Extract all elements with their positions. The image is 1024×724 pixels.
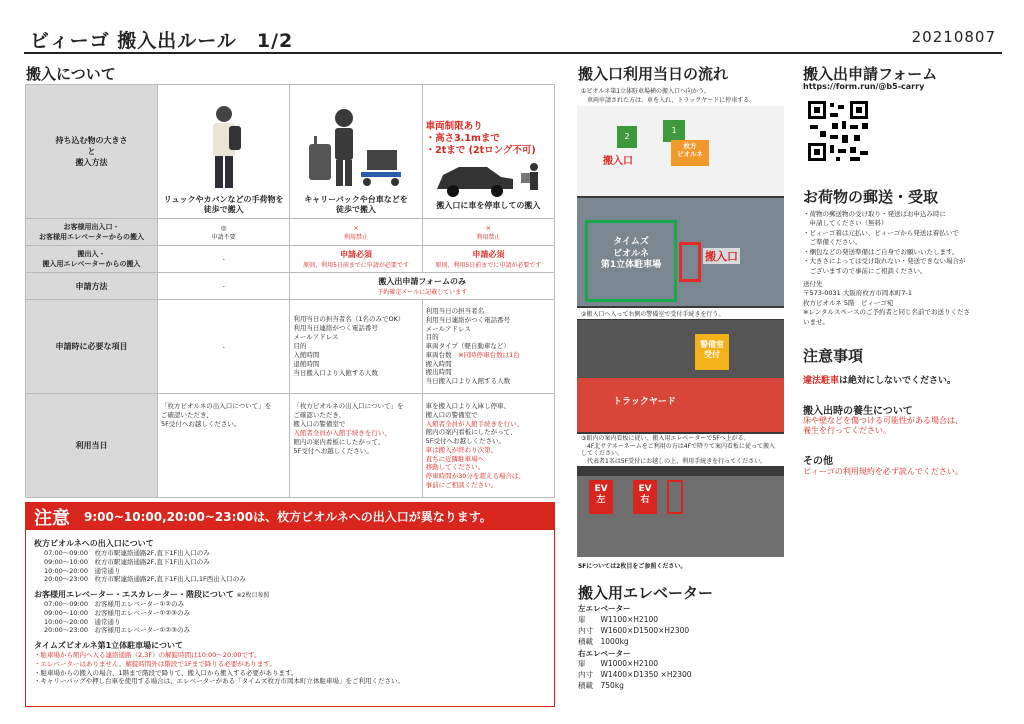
truck-yard-floor <box>577 378 784 432</box>
required-item: メールアドレス <box>425 324 471 333</box>
row-label-day-of-use: 利用当日 <box>26 394 158 498</box>
elevator-spec: 内寸 W1600×D1500×H2300 <box>578 625 690 635</box>
parking-caution <box>803 373 1003 386</box>
apply-form-note: 予約確定メールに記載しています <box>377 289 468 296</box>
required-col1: - <box>158 300 290 394</box>
other-text: ビィーゴの利用規約を必ず読んでください。 <box>803 467 963 476</box>
flow-panel <box>577 84 784 557</box>
step3-photo <box>577 320 784 432</box>
day-text-red: 入館者全員が入館手続きを行い、 <box>293 429 391 438</box>
loading-col2-title: 申請必須 <box>339 250 372 259</box>
entrance-label: 搬入口 <box>705 250 738 263</box>
required-item: 退館時間 <box>293 360 320 369</box>
notice-box <box>25 502 555 707</box>
guard-room-label: 警備室 受付 <box>695 334 729 370</box>
day-text: 搬入口の警備室で <box>425 410 478 419</box>
care-title: 搬入出時の養生について <box>803 406 913 417</box>
notice-line-red: ・駐車場から館内へ入る連絡通路（2,3F）の解錠時間は10:00～20:00です。 <box>34 651 261 660</box>
notice-line: 07:00～09:00 枚方市駅連絡通路2F,直下1F出入口のみ <box>44 549 210 557</box>
area-2: 2 <box>617 126 637 148</box>
day-text: 「枚方ビオルネの出入口について」を <box>161 402 272 410</box>
day-text: 車を搬入口より入庫し停車、 <box>425 402 511 410</box>
required-item: 利用当日連絡がつく電話番号 <box>293 323 378 332</box>
required-item: メールアドレス <box>293 332 339 341</box>
day-text: ご確認いただき、 <box>161 411 213 420</box>
row-label-required-items: 申請時に必要な項目 <box>26 300 158 394</box>
building-label: 枚方 ビオルネ <box>671 140 709 166</box>
notice-line: 20:00～23:00 お客様用エレベーター①②③のみ <box>44 626 190 635</box>
vehicle-limit <box>426 121 551 157</box>
right-elevator-title: 右エレベーター <box>578 648 631 658</box>
elevator-spec: 内寸 W1400×D1350 ×H2300 <box>578 670 692 680</box>
day-text-red: 車は搬入が終わり次第、 <box>425 445 498 454</box>
rules-table <box>25 84 555 498</box>
required-item: 目的 <box>425 333 439 342</box>
day-text-red: 移動してください。 <box>425 463 485 472</box>
required-item: 利用当日の担当者名 <box>425 307 485 316</box>
step1-text: ①ビオルネ第1立体駐車場横の搬入口へ向かう。 車両申請された方は、車を入れ、トラックヤードに停車する。 <box>577 84 784 106</box>
day-text-red: 事前にご相談ください。 <box>425 480 498 489</box>
step4-text: ③館内の案内看板に従い、搬入用エレベーターで5Fへ上がる。 4F北サテネーネームをご利用の方は4Fで降りて案内看板に従って搬入してください。 代表者1名は5F受付にお越しの上、利用手続きを行ってください。 <box>577 434 784 466</box>
required-item: 目的 <box>293 341 307 350</box>
guest-col3-text: 利用禁止 <box>476 233 501 241</box>
parcel-line: ございますので事前にご相談ください。 <box>803 266 927 275</box>
loading-col3-title: 申請必須 <box>472 250 505 259</box>
required-item: 入館時間 <box>293 351 320 360</box>
notice-sec1-title: 枚方ビオルネへの出入口について <box>34 539 154 548</box>
illegal-parking-text: 違法駐車 <box>803 376 840 386</box>
address-line: ※レンタルスペースのご予約者と同じ名前でお送りくださ <box>803 308 971 317</box>
row-label-guest-entrance: お客様用出入口・ お客様用エレベーターからの搬入 <box>26 219 158 246</box>
notice-line: 09:00～10:00 お客様用エレベーター①②③のみ <box>44 608 190 617</box>
col1-caption: リュックやカバンなどの手荷物を 徒歩で搬入 <box>163 195 284 214</box>
elevator-spec: 積載 750kg <box>578 681 624 691</box>
address-line: 送付先 <box>803 279 823 288</box>
left-elevator-title: 左エレベーター <box>578 604 631 613</box>
entrance-label: 搬入口 <box>603 156 633 167</box>
care-text: 床や壁などを傷つける可能性がある場合は、 養生を行ってください。 <box>803 416 963 436</box>
address-line: いませ。 <box>803 317 829 326</box>
notice-line: 07:00～09:00 お客様用エレベーター①②のみ <box>44 600 185 609</box>
day-text: ご確認いただき、 <box>293 411 346 420</box>
ev-left-label: EV 左 <box>589 480 613 514</box>
day-text-red: 停車時間が30分を超える場合は、 <box>425 472 525 481</box>
step1-map <box>577 84 784 196</box>
qr-code-icon[interactable] <box>806 99 870 163</box>
required-item: 当日搬入口より入館する人数 <box>425 377 511 386</box>
notice-sec3-title: タイムズビオルネ第1立体駐車場について <box>34 641 184 651</box>
step4-photo <box>577 476 784 557</box>
form-heading: 搬入出申請フォーム <box>803 65 938 83</box>
vehicle-limit-title: 車両制限あり <box>425 121 483 133</box>
loading-col2-text: 原則、利用5日前までに申請が必要です <box>303 262 409 269</box>
day-text: 搬入口の警備室で <box>293 420 346 429</box>
parking-label: タイムズ ビオルネ 第1立体駐車場 <box>585 220 677 302</box>
other-title: その他 <box>803 456 833 467</box>
parcel-line: ・大きさによっては受け取れない・発送できない場合が <box>803 257 966 266</box>
required-item: 搬出時間 <box>425 368 452 377</box>
notice-line-red: ・エレベーターはありません。解錠時間外は階段で1Fまで降りる必要があります。 <box>34 659 276 668</box>
parcel-heading: お荷物の郵送・受取 <box>803 188 939 206</box>
notice-line: 09:00～10:00 枚方市駅連絡通路2F,直下1F出入口のみ <box>44 557 210 566</box>
required-item: 車両台数 <box>425 350 452 359</box>
document-date: 20210807 <box>911 28 996 46</box>
parcel-line: ・荷物の郵送物の受け取り・発送はお申込み時に <box>803 210 946 218</box>
guest-col2-text: 利用禁止 <box>343 233 368 241</box>
elevator-spec: 扉 W1000×H2100 <box>578 659 659 669</box>
ev-right-label: EV 右 <box>633 480 657 514</box>
entrance-frame <box>679 242 701 282</box>
about-heading: 搬入について <box>26 65 116 83</box>
required-item: 搬入時間 <box>425 359 452 368</box>
form-url-link[interactable]: https://form.run/@b5-carry <box>803 82 925 91</box>
ev-closed-mark <box>667 480 683 514</box>
elevator-spec: 積載 1000kg <box>578 636 629 646</box>
row-label-apply-method: 申請方法 <box>26 273 158 300</box>
parking-caution-rest: は絶対にしないでください。 <box>839 376 957 386</box>
notice-sec2-title: お客様用エレベーター・エスカレーター・階段について <box>34 590 234 600</box>
address-line: 枚方ビオルネ 5階 ビィーゴ宛 <box>803 298 894 307</box>
parcel-line: ・ビィーゴ着は元払い、ビィーゴから発送は着払いで <box>803 228 959 237</box>
header-divider <box>24 52 1002 54</box>
backpack-person-illustration <box>161 103 286 195</box>
apply-col1: - <box>158 273 290 300</box>
day-text: 5F受付へお越しください。 <box>293 447 373 456</box>
loading-col1: - <box>158 246 290 273</box>
parcel-line: ・梱包などの発送準備はご自身でお願いいたします。 <box>803 247 959 256</box>
day-text: 5F受付へお越しください。 <box>425 437 506 446</box>
elevator-heading: 搬入用エレベーター <box>578 584 714 602</box>
cross-icon: × <box>485 223 492 232</box>
flow-heading: 搬入口利用当日の流れ <box>578 65 729 83</box>
notice-header <box>26 503 554 530</box>
truck-yard-label: トラックヤード <box>613 397 676 407</box>
required-item: 利用当日連絡がつく電話番号 <box>425 315 511 324</box>
day-text: 館内の案内看板にしたがって、 <box>293 438 385 447</box>
day-text: 「枚方ビオルネの出入口について」を <box>293 402 404 410</box>
col2-caption: キャリーバックや台車などを 徒歩で搬入 <box>304 195 408 214</box>
notice-line: ・キャリーバッグや押し台車を使用する場合は、エレベーターがある「タイムズ枚方市岡本町立体駐車場」をご利用ください。 <box>34 677 405 686</box>
car-illustration <box>426 157 551 201</box>
notice-line: 10:00～20:00 通常通り <box>44 617 121 626</box>
col3-caption: 搬入口に車を停車しての搬入 <box>436 201 541 210</box>
vehicle-limit-height: ・高さ3.1mまで <box>425 133 500 145</box>
guest-col1-text: 申請不要 <box>211 233 236 241</box>
day-text: 5F受付へお越しください。 <box>161 420 241 429</box>
parcel-text <box>803 210 1003 327</box>
notice-line: 10:00～20:00 通常通り <box>44 566 121 575</box>
required-item: 車両タイプ（軽自動車など） <box>425 342 510 351</box>
notice-line: ・駐車場からの搬入の場合、1階まで階段で降りて、搬入口から搬入する必要があります。 <box>34 668 298 677</box>
apply-form-only: 搬入出申請フォームのみ <box>378 277 466 286</box>
required-item: 当日搬入口より入館する人数 <box>293 369 378 378</box>
day-text-red: 直ちに近隣駐車場へ <box>425 454 485 463</box>
elevator-spec: 扉 W1100×H2100 <box>578 614 659 624</box>
parcel-line: 申請してください（無料） <box>803 219 888 228</box>
loading-col3-text: 原則、利用5日前までに申請が必要です <box>435 262 542 269</box>
address-line: 〒573-0031 大阪府枚方市岡本町7-1 <box>803 289 912 298</box>
area-1: 1 <box>663 120 685 142</box>
caution-heading: 注意事項 <box>803 347 864 365</box>
elevator-specs <box>578 604 692 692</box>
day-text: 館内の案内看板にしたがって、 <box>425 428 517 437</box>
step2-photo <box>577 198 784 306</box>
required-item-note: ※同時停車台数は1台 <box>458 350 520 359</box>
notice-line: 20:00～23:00 枚方市駅連絡通路2F,直下1F出入口,1F西出入口のみ <box>44 575 246 584</box>
notice-sec2-note: ※2枚目参照 <box>236 592 270 600</box>
notice-badge: 注意 <box>34 507 70 529</box>
day-text-red: 入館者全員が入館手続きを行い、 <box>425 419 524 428</box>
carry-cart-illustration <box>293 103 418 195</box>
row-label-size: 持ち込む物の大きさ と 搬入方法 <box>26 85 158 219</box>
parcel-line: ご準備ください。 <box>803 238 862 247</box>
flow-footnote: 5Fについては2枚目をご参照ください。 <box>578 563 687 570</box>
step3-text: ②搬入口へ入って右側の警備室で受付手続きを行う。 <box>577 308 784 319</box>
notice-headline: 9:00~10:00,20:00~23:00は、枚方ビオルネへの出入口が異なります。 <box>84 510 492 524</box>
vehicle-limit-weight: ・2tまで (2tロング不可) <box>425 145 536 157</box>
cross-icon: × <box>353 223 359 232</box>
row-label-loading-elevator: 搬出入・ 搬入用エレベーターからの搬入 <box>26 246 158 273</box>
required-item: 利用当日の担当者名（1名のみでOK） <box>293 314 405 323</box>
page-title: ビィーゴ 搬入出ルール 1/2 <box>30 30 294 52</box>
ok-icon: ◎ <box>220 223 227 232</box>
